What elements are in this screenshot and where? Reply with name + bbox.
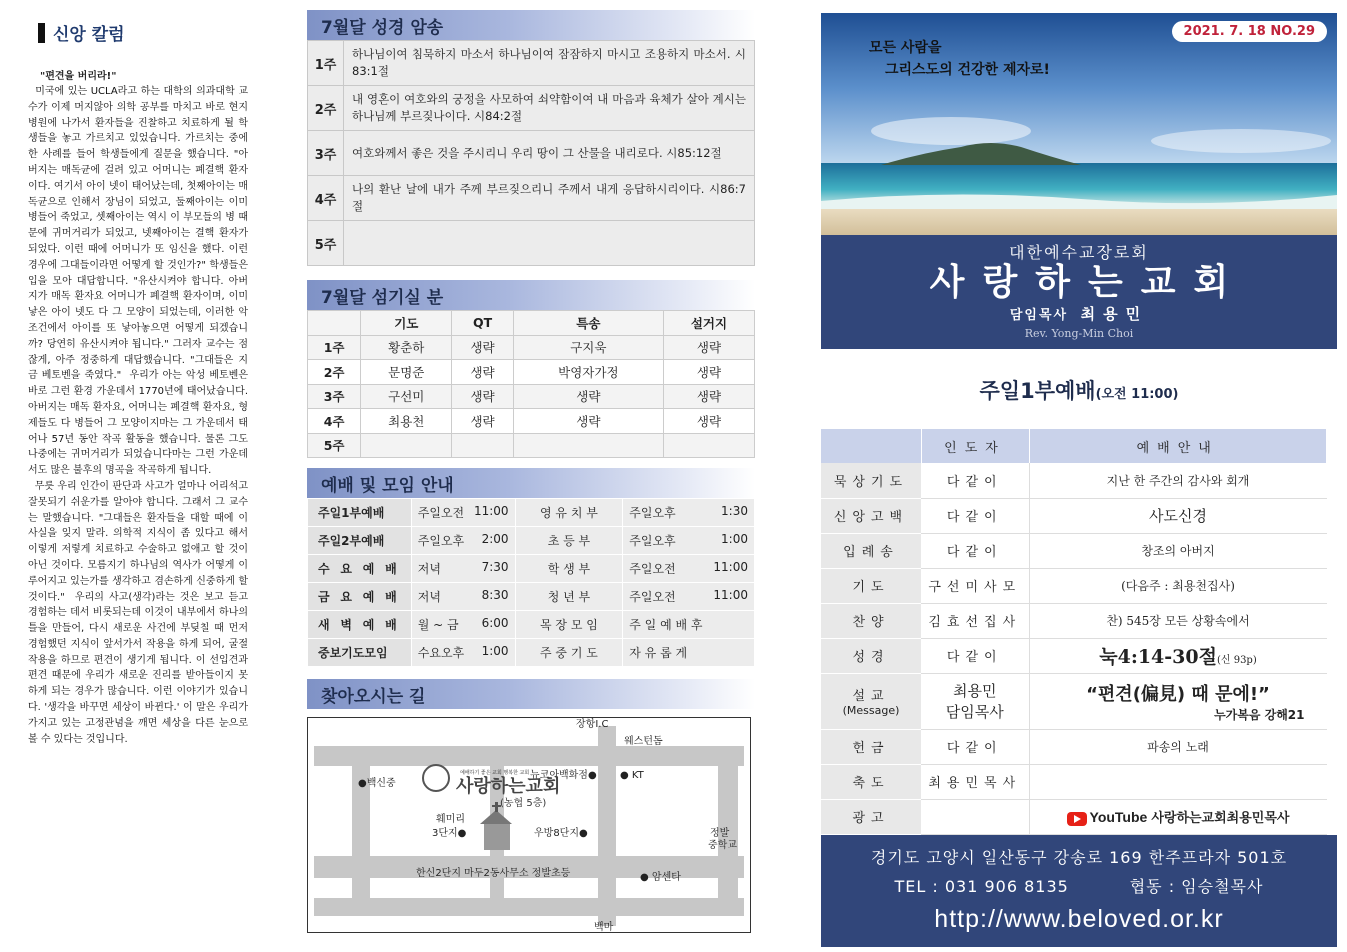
memory-week: 2주 bbox=[308, 86, 344, 131]
youtube-channel[interactable]: 사랑하는교회최용민목사 bbox=[1151, 811, 1290, 826]
duty-cell: 생략 bbox=[663, 360, 754, 385]
duty-cell: 구선미 bbox=[361, 384, 452, 409]
worship-content-text: 파송의 노래 bbox=[1147, 740, 1209, 754]
worship-content bbox=[1029, 764, 1327, 799]
worship-leader-name: 김효선집사 bbox=[928, 615, 1022, 630]
worship-header-cell: 인도자 bbox=[921, 429, 1029, 463]
memory-week: 4주 bbox=[308, 176, 344, 221]
worship-content bbox=[1029, 463, 1327, 498]
worship-item-name: 기도 bbox=[852, 580, 890, 595]
map-label-baeksin: ●백신중 bbox=[358, 778, 396, 789]
duty-cell bbox=[663, 433, 754, 458]
worship-item-name: 성경 bbox=[852, 650, 890, 665]
meeting-time2-cell bbox=[623, 639, 755, 667]
middle-column bbox=[307, 10, 755, 933]
map-label-ubang: 우방8단지● bbox=[534, 828, 588, 839]
duty-cell: 박영자가정 bbox=[513, 360, 663, 385]
worship-item-name: 헌금 bbox=[852, 741, 890, 756]
worship-content-text: 지난 한 주간의 감사와 회개 bbox=[1106, 473, 1250, 488]
church-name: 사랑하는교회 bbox=[929, 262, 1247, 303]
meeting-day2: 자 유 롭 게 bbox=[629, 646, 688, 660]
slogan bbox=[869, 37, 1050, 81]
meeting-day2: 주일오후 bbox=[629, 506, 676, 520]
worship-leader-name: 최용민목사 bbox=[928, 776, 1022, 791]
worship-leader-name: 최용민 bbox=[953, 682, 997, 700]
worship-item bbox=[821, 729, 921, 764]
map-label-newcore: 뉴코아백화점● bbox=[530, 770, 597, 781]
worship-row bbox=[821, 729, 1327, 764]
worship-leader bbox=[921, 603, 1029, 638]
duty-cell: 생략 bbox=[452, 384, 514, 409]
memory-verse: 나의 환난 날에 내가 주께 부르짖으리니 주께서 내게 응답하시리이다. 시86:7절 bbox=[344, 176, 755, 221]
map-label-church-sub: 예배하기 좋은 교회 행복한 교회 bbox=[460, 770, 530, 776]
worship-content bbox=[1029, 638, 1327, 673]
worship-item bbox=[821, 603, 921, 638]
map-label-jeongbal-mid: 정발 bbox=[710, 828, 730, 839]
church-building-icon bbox=[480, 802, 512, 850]
map-label-danji3: 3단지● bbox=[432, 828, 467, 839]
duty-cell: 2주 bbox=[308, 360, 361, 385]
meeting-time: 6:00 bbox=[481, 616, 509, 630]
memory-header: 7월달 성경 암송 bbox=[307, 10, 755, 40]
worship-row bbox=[821, 799, 1327, 834]
map-label-hansin: 한신2단지 마두2동사무소 정발초등 bbox=[416, 868, 571, 879]
denomination: 대한예수교장로회 bbox=[1009, 243, 1149, 262]
worship-leader bbox=[921, 568, 1029, 603]
worship-leader bbox=[921, 673, 1029, 729]
duty-cell bbox=[361, 433, 452, 458]
duty-header-cell: 기도 bbox=[361, 311, 452, 336]
map-header: 찾아오시는 길 bbox=[307, 679, 755, 709]
meeting-day2: 주일오후 bbox=[629, 534, 676, 548]
worship-row bbox=[821, 638, 1327, 673]
worship-leader bbox=[921, 533, 1029, 568]
worship-header-cell: 예배안내 bbox=[1029, 429, 1327, 463]
service-time: (오전 11:00) bbox=[1095, 387, 1179, 402]
address: 경기도 고양시 일산동구 강송로 169 한주프라자 501호 bbox=[870, 847, 1288, 867]
duty-cell: 3주 bbox=[308, 384, 361, 409]
worship-content-text: 사도신경 bbox=[1149, 507, 1207, 525]
worship-leader-name: 다같이 bbox=[946, 650, 1003, 665]
pastor-romanized: Rev. Yong-Min Choi bbox=[1024, 327, 1134, 340]
meeting-name2: 학 생 부 bbox=[515, 555, 623, 583]
meeting-name: 주일1부예배 bbox=[308, 499, 412, 527]
worship-leader-sub: 담임목사 bbox=[945, 703, 1004, 721]
meeting-time2-cell bbox=[623, 583, 755, 611]
map-label-baekma: 백마 bbox=[594, 922, 614, 933]
worship-leader bbox=[921, 729, 1029, 764]
meeting-row bbox=[308, 499, 755, 527]
address-banner bbox=[821, 835, 1337, 947]
church-logo-icon bbox=[423, 765, 449, 791]
map-graphic bbox=[308, 718, 751, 933]
duty-cell: 생략 bbox=[663, 335, 754, 360]
meeting-day: 저녁 bbox=[417, 590, 441, 604]
worship-order-table bbox=[821, 429, 1327, 835]
worship-item bbox=[821, 673, 921, 729]
meetings-header: 예배 및 모임 안내 bbox=[307, 468, 755, 498]
duty-cell: 문명준 bbox=[361, 360, 452, 385]
duty-table bbox=[307, 310, 755, 458]
memory-row bbox=[308, 41, 755, 86]
scripture-page: (신 93p) bbox=[1216, 655, 1257, 666]
meeting-time2-cell bbox=[623, 611, 755, 639]
duty-header-cell: QT bbox=[452, 311, 514, 336]
duty-header-cell: 설거지 bbox=[663, 311, 754, 336]
duty-cell: 생략 bbox=[663, 384, 754, 409]
meeting-day2: 주일오전 bbox=[629, 562, 676, 576]
youtube-label[interactable]: YouTube bbox=[1089, 809, 1148, 825]
meeting-day: 월 ~ 금 bbox=[417, 618, 459, 632]
column-title: 신앙 칼럼 bbox=[28, 14, 248, 45]
worship-row bbox=[821, 533, 1327, 568]
duty-row bbox=[308, 409, 755, 434]
meeting-time: 1:00 bbox=[481, 644, 509, 658]
map-label-western: 웨스턴돔 bbox=[624, 736, 663, 747]
meeting-time-cell bbox=[411, 583, 515, 611]
duty-cell: 생략 bbox=[513, 409, 663, 434]
worship-content bbox=[1029, 729, 1327, 764]
worship-content bbox=[1029, 799, 1327, 834]
sermon-title: “편견(偏見) 때 문에!” bbox=[1086, 683, 1270, 705]
website-link[interactable]: http://www.beloved.or.kr bbox=[934, 904, 1224, 933]
duty-cell: 황춘하 bbox=[361, 335, 452, 360]
worship-item-name: 축도 bbox=[852, 776, 890, 791]
meeting-day: 주일오후 bbox=[417, 534, 465, 548]
worship-content-text: 찬) 545장 모든 상황속에서 bbox=[1106, 614, 1250, 628]
pastor-name: 최용민 bbox=[1080, 305, 1149, 323]
meeting-time2: 1:30 bbox=[721, 504, 748, 518]
map-label-jeongbal-mid2: 중학교 bbox=[708, 840, 737, 851]
map-label-ic: 장항I.C bbox=[576, 719, 609, 730]
memory-row bbox=[308, 221, 755, 266]
slogan-line2: 그리스도의 건강한 제자로! bbox=[885, 62, 1050, 78]
meeting-name: 새 벽 예 배 bbox=[308, 611, 412, 639]
meeting-name2: 영 유 치 부 bbox=[515, 499, 623, 527]
memory-verse: 내 영혼이 여호와의 궁정을 사모하여 쇠약함이여 내 마음과 육체가 살아 계시는 하나님께 부르짖나이다. 시84:2절 bbox=[344, 86, 755, 131]
pastor-label: 담임목사 bbox=[1009, 308, 1069, 323]
duty-cell: 생략 bbox=[452, 360, 514, 385]
memory-row bbox=[308, 131, 755, 176]
worship-leader-name: 다같이 bbox=[946, 545, 1003, 560]
map-road bbox=[598, 726, 616, 926]
duty-cell: 최용천 bbox=[361, 409, 452, 434]
worship-item-name: 입례송 bbox=[843, 545, 899, 560]
memory-verse: 하나님이여 침묵하지 마소서 하나님이여 잠잠하지 마시고 조용하지 마소서. 시83:1절 bbox=[344, 41, 755, 86]
duty-row bbox=[308, 384, 755, 409]
worship-leader bbox=[921, 463, 1029, 498]
worship-leader-name: 다같이 bbox=[946, 510, 1003, 525]
meeting-time-cell bbox=[411, 527, 515, 555]
worship-leader-name: 구선미사모 bbox=[928, 580, 1022, 595]
meeting-name2: 청 년 부 bbox=[515, 583, 623, 611]
meeting-day2: 주일오전 bbox=[629, 590, 676, 604]
duty-cell bbox=[452, 433, 514, 458]
duty-cell: 생략 bbox=[452, 335, 514, 360]
meetings-table bbox=[307, 498, 755, 667]
meeting-day: 저녁 bbox=[417, 562, 441, 576]
worship-leader-name: 다같이 bbox=[946, 474, 1003, 490]
worship-leader bbox=[921, 638, 1029, 673]
sermon-series: 누가복음 강해21 bbox=[1214, 707, 1305, 722]
meeting-row bbox=[308, 527, 755, 555]
duty-header-cell: 특송 bbox=[513, 311, 663, 336]
duty-cell bbox=[513, 433, 663, 458]
duty-header: 7월달 섬기실 분 bbox=[307, 280, 755, 310]
meeting-day: 주일오전 bbox=[417, 506, 465, 520]
worship-content bbox=[1029, 603, 1327, 638]
worship-row bbox=[821, 673, 1327, 729]
meeting-day2: 주 일 예 배 후 bbox=[629, 618, 703, 632]
duty-cell: 생략 bbox=[452, 409, 514, 434]
duty-row bbox=[308, 433, 755, 458]
right-column bbox=[821, 13, 1337, 947]
worship-item bbox=[821, 638, 921, 673]
youtube-icon[interactable] bbox=[1067, 812, 1087, 826]
column-subtitle: "편견을 버리라!" bbox=[40, 71, 117, 82]
worship-item-sub: (Message) bbox=[842, 704, 900, 717]
meeting-time: 7:30 bbox=[481, 560, 509, 574]
duty-row bbox=[308, 360, 755, 385]
duty-cell: 1주 bbox=[308, 335, 361, 360]
meeting-time2-cell bbox=[623, 499, 755, 527]
duty-cell: 5주 bbox=[308, 433, 361, 458]
worship-item bbox=[821, 568, 921, 603]
map-road bbox=[314, 898, 744, 916]
meeting-time-cell bbox=[411, 611, 515, 639]
worship-item-name: 찬양 bbox=[852, 615, 890, 630]
faith-column bbox=[28, 14, 248, 942]
meeting-row bbox=[308, 583, 755, 611]
meeting-day: 수요오후 bbox=[417, 646, 465, 660]
worship-item-name: 설교 bbox=[852, 689, 890, 704]
issue-date-badge: 2021. 7. 18 NO.29 bbox=[1172, 21, 1327, 42]
map-label-church-floor: (농협 5층) bbox=[500, 798, 547, 809]
worship-content bbox=[1029, 498, 1327, 533]
worship-item bbox=[821, 764, 921, 799]
meeting-name: 수 요 예 배 bbox=[308, 555, 412, 583]
worship-header-cell bbox=[821, 429, 921, 463]
map-label-amcenter: ● 암센타 bbox=[640, 872, 681, 883]
memory-verse: 여호와께서 좋은 것을 주시리니 우리 땅이 그 산물을 내리로다. 시85:12절 bbox=[344, 131, 755, 176]
meeting-row bbox=[308, 555, 755, 583]
memory-verse bbox=[344, 221, 755, 266]
meeting-time2-cell bbox=[623, 527, 755, 555]
worship-content bbox=[1029, 568, 1327, 603]
memory-week: 3주 bbox=[308, 131, 344, 176]
title-mark bbox=[38, 23, 45, 43]
worship-item bbox=[821, 533, 921, 568]
scripture-ref: 눅4:14-30절 bbox=[1099, 646, 1217, 668]
worship-leader bbox=[921, 799, 1029, 834]
worship-leader bbox=[921, 764, 1029, 799]
worship-item-name: 광고 bbox=[852, 811, 890, 826]
meeting-time: 8:30 bbox=[481, 588, 509, 602]
column-body: 미국에 있는 UCLA라고 하는 대학의 의과대학 교수가 이제 머지않아 의학 공부를 마치고 바로 현지 병원에 나가서 환자들을 진찰하고 치료하게 될 학생들을 놓고 가르치고 있었습니다. 가르치는 중에 한 사례를 들어 학생들에게 질문을 했습니다. "아버지는 매독균에 걸려 있고 어머니는 폐결핵 환자이다. 여기서 아이 넷이 태어났는데, 첫째아이는 매독균으로 인해서 장님이 되었고, 둘째아이는 이미 병들어 죽었고, 셋째아이는 역시 이 부모들의 병 때문에 귀머거리가 되었고, 넷째아이는 결핵 환자가 되었다. 이런 때에 어머니가 또 임신을 했다. 이런 경우에 그대들이라면 어떻게 할 것인가?" 학생들은 입을 모아 대답합니다. "유산시켜야 합니다. 아버지가 매독 환자요 어머니가 폐결핵 환자이며, 이미 낳은 아이 넷도 다 그 모양이 되었는데, 이러한 악조건에서 아이를 또 낳아놓으면 어떻게 되겠습니까? 당연히 유산시켜야 됩니다." 그러자 교수는 점잖게, 아주 정중하게 대답했습니다. "그대들은 지금 베토벤을 죽였다." 우리가 아는 악성 베토벤은 바로 그런 환경 가운데서 1770년에 태어났습니다. 아버지는 매독 환자요, 어머니는 폐결핵 환자요, 형제들도 다 병들어 그 모양이지마는 그 가운데서 태어나 57년 동안 작곡 활동을 했습니다. 물론 그도 나중에는 귀머거리가 되었습니다마는 그런 가운데서도 많은 불후의 명곡을 작곡하게 됩니다. 무릇 우리 인간이 판단과 사고가 얼마나 어리석고 잘못되기 쉬운가를 알아야 합니다. 그래서 그 교수는 말했습니다. "그대들은 환자들을 대할 때에 이 사실을 잊지 말라. 의학적 지식이 좀 있다고 해서 이렇게 저렇게 치료하고 수술하고 없애고 할 것이 아닌 것이다. 모름지기 하나님의 역사가 어떻게 이루어지고 있는가를 생각하고 겸손하게 신중하게 할 것이다." 우리의 사고(생각)라는 것은 보고 듣고 경험하는 데서 비롯되는데 이것이 내부에서 하나의 틀을 만들어, 다시 새로운 사건에 부딪칠 때 먼저 경험했던 지식이 앞서가서 작용을 하게 되어, 굴절작용을 하므로 편견이 생기게 됩니다. 이 선입견과 편견 때문에 우리가 새로운 진리를 받아들이지 못하게 되는 경우가 많습니다. 이런 이야기가 있습니다. '생각을 바꾸면 세상이 바뀐다.' 이 말은 우리가 가지고 있는 고정관념을 깨면 세상을 다른 눈으로 볼 수 있다는 것입니다. bbox=[28, 86, 248, 745]
duty-header-cell bbox=[308, 311, 361, 336]
memory-row bbox=[308, 86, 755, 131]
memory-week: 1주 bbox=[308, 41, 344, 86]
worship-content bbox=[1029, 533, 1327, 568]
map-label-kt: ● KT bbox=[620, 770, 644, 781]
worship-item bbox=[821, 799, 921, 834]
worship-content bbox=[1029, 673, 1327, 729]
duty-cell: 생략 bbox=[513, 384, 663, 409]
pastor-line bbox=[821, 303, 1337, 324]
map-road bbox=[314, 746, 744, 766]
meeting-name: 주일2부예배 bbox=[308, 527, 412, 555]
meeting-time-cell bbox=[411, 639, 515, 667]
meeting-name2: 초 등 부 bbox=[515, 527, 623, 555]
map-label-church: 사랑하는교회 bbox=[456, 776, 561, 797]
meeting-time2: 1:00 bbox=[721, 532, 748, 546]
worship-item bbox=[821, 498, 921, 533]
worship-content-text: 창조의 아버지 bbox=[1141, 544, 1215, 558]
duty-cell: 구지욱 bbox=[513, 335, 663, 360]
worship-item bbox=[821, 463, 921, 498]
memory-week: 5주 bbox=[308, 221, 344, 266]
meeting-row bbox=[308, 639, 755, 667]
duty-cell: 4주 bbox=[308, 409, 361, 434]
meeting-row bbox=[308, 611, 755, 639]
memory-row bbox=[308, 176, 755, 221]
worship-item-name: 신앙고백 bbox=[833, 510, 909, 525]
tel-line: TEL : 031 906 8135 협동 : 임승철목사 bbox=[894, 876, 1264, 896]
meeting-time: 11:00 bbox=[473, 504, 509, 518]
meeting-time-cell bbox=[411, 555, 515, 583]
duty-row bbox=[308, 335, 755, 360]
worship-row bbox=[821, 463, 1327, 498]
service-title: 주일1부예배(오전 11:00) bbox=[979, 379, 1179, 403]
hero-image bbox=[821, 13, 1337, 235]
slogan-line1: 모든 사람을 bbox=[869, 40, 942, 56]
meeting-time: 2:00 bbox=[481, 532, 509, 546]
worship-leader bbox=[921, 498, 1029, 533]
map-road bbox=[352, 746, 370, 916]
meeting-name: 금 요 예 배 bbox=[308, 583, 412, 611]
worship-item-name: 묵상기도 bbox=[833, 474, 909, 490]
meeting-name2: 목 장 모 임 bbox=[515, 611, 623, 639]
meeting-name: 중보기도모임 bbox=[308, 639, 412, 667]
directions-map bbox=[307, 717, 751, 933]
meeting-time2-cell bbox=[623, 555, 755, 583]
meeting-time-cell bbox=[411, 499, 515, 527]
meeting-name2: 주 중 기 도 bbox=[515, 639, 623, 667]
worship-row bbox=[821, 498, 1327, 533]
meeting-time2: 11:00 bbox=[713, 560, 748, 574]
map-label-hwemiri: 훼미리 bbox=[436, 814, 465, 825]
worship-content-text: (다음주 : 최용천집사) bbox=[1121, 579, 1235, 593]
memory-table bbox=[307, 40, 755, 266]
church-banner bbox=[821, 235, 1337, 349]
meeting-time2: 11:00 bbox=[713, 588, 748, 602]
worship-row bbox=[821, 764, 1327, 799]
duty-cell: 생략 bbox=[663, 409, 754, 434]
worship-row bbox=[821, 603, 1327, 638]
worship-leader-name: 다같이 bbox=[946, 741, 1003, 756]
worship-row bbox=[821, 568, 1327, 603]
